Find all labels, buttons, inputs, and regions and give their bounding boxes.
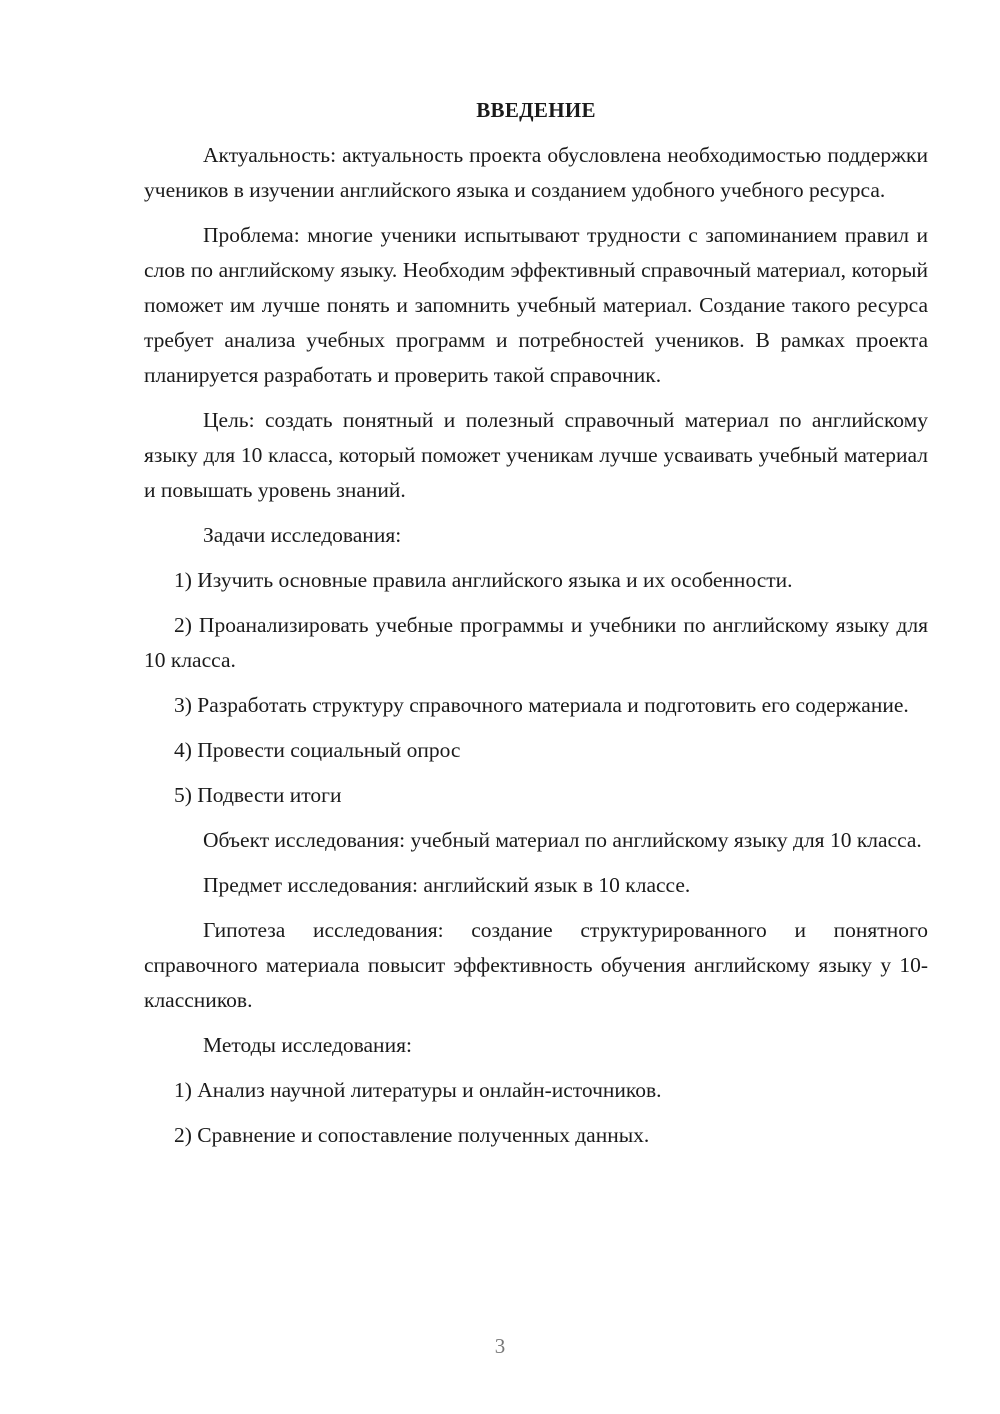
task-item-5: 5) Подвести итоги <box>174 783 342 807</box>
document-page <box>144 92 928 1163</box>
task-item-2: 2) Проанализировать учебные программы и учебники по английскому языку для 10 класса. <box>144 613 928 672</box>
paragraph-problem: Проблема: многие ученики испытывают трудности с запоминанием правил и слов по английскому языку. Необходим эффективный справочный материал, который поможет им лучше понять и запомнить учебный материал. Создание такого ресурса требует анализа учебных программ и потребностей учеников. В рамках проекта планируется разработать и проверить такой справочник. <box>144 223 928 387</box>
section-title: ВВЕДЕНИЕ <box>476 98 596 122</box>
paragraph-subject: Предмет исследования: английский язык в 10 классе. <box>203 873 691 897</box>
paragraph-object: Объект исследования: учебный материал по английскому языку для 10 класса. <box>203 828 922 852</box>
page-number: 3 <box>494 1334 506 1358</box>
task-item-4: 4) Провести социальный опрос <box>174 738 461 762</box>
paragraph-hypothesis: Гипотеза исследования: создание структурированного и понятного справочного материала повысит эффективность обучения английскому языку у 10-классников. <box>144 918 928 1012</box>
task-item-1: 1) Изучить основные правила английского языка и их особенности. <box>174 568 793 592</box>
method-item-2: 2) Сравнение и сопоставление полученных данных. <box>174 1123 650 1147</box>
methods-heading: Методы исследования: <box>203 1033 412 1057</box>
task-item-3: 3) Разработать структуру справочного материала и подготовить его содержание. <box>174 693 909 717</box>
method-item-1: 1) Анализ научной литературы и онлайн-источников. <box>174 1078 662 1102</box>
tasks-heading: Задачи исследования: <box>203 523 402 547</box>
paragraph-relevance: Актуальность: актуальность проекта обусловлена необходимостью поддержки учеников в изучении английского языка и созданием удобного учебного ресурса. <box>144 143 928 202</box>
paragraph-goal: Цель: создать понятный и полезный справочный материал по английскому языку для 10 класса, который поможет ученикам лучше усваивать учебный материал и повышать уровень знаний. <box>144 408 928 502</box>
